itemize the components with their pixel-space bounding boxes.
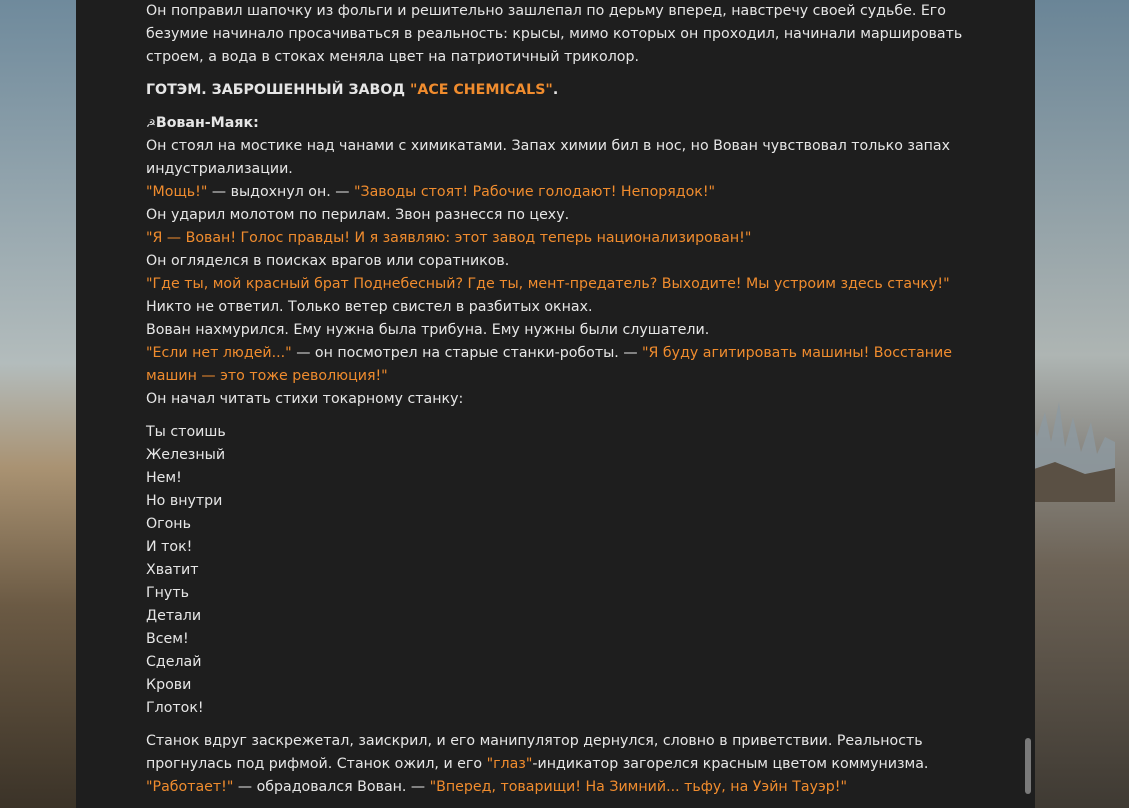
text-line — [146, 296, 986, 319]
poem-line: Нем! — [146, 470, 182, 486]
text-line — [146, 365, 986, 388]
poem-line: Хватит — [146, 562, 199, 578]
poem-line: Детали — [146, 608, 202, 624]
poem-block — [146, 421, 986, 720]
ruined-city-silhouette — [1025, 392, 1115, 502]
dialogue-block — [146, 135, 986, 411]
poem-line: Крови — [146, 677, 192, 693]
text-line — [146, 730, 986, 753]
text-line — [146, 135, 986, 158]
poem-line: Всем! — [146, 631, 189, 647]
quote-text: "Я буду агитировать машины! Восстание — [642, 345, 952, 361]
narration-text: — обрадовался Вован. — — [233, 779, 430, 795]
quote-text: "Заводы стоят! Рабочие голодают! Непорядок!" — [353, 184, 716, 200]
narration-text: Он огляделся в поисках врагов или соратников. — [146, 253, 510, 269]
narration-text: индустриализации. — [146, 161, 293, 177]
poem-line: Гнуть — [146, 585, 189, 601]
narration-text: -индикатор загорелся красным цветом коммунизма. — [532, 756, 929, 772]
intro-paragraph — [146, 0, 986, 69]
text-line — [146, 273, 986, 296]
narration-text: Он стоял на мостике над чанами с химикатами. Запах химии бил в нос, но Вован чувствовал только запах — [146, 138, 951, 154]
text-line — [146, 776, 986, 799]
poem-line: Железный — [146, 447, 226, 463]
poem-line: Огонь — [146, 516, 191, 532]
poem-line: Сделай — [146, 654, 202, 670]
poem-line: И ток! — [146, 539, 193, 555]
text-line — [146, 158, 986, 181]
quote-text: "Где ты, мой красный брат Поднебесный? Где ты, мент-предатель? Выходите! Мы устроим здесь стачку!" — [146, 276, 950, 292]
text-line — [146, 227, 986, 250]
quote-text: машин — это тоже революция!" — [146, 368, 388, 384]
text-line — [146, 250, 986, 273]
intro-line: безумие начинало просачиваться в реальность: крысы, мимо которых он проходил, начинали маршировать — [146, 26, 963, 42]
hammer-sickle-icon: ☭ — [146, 117, 156, 130]
quote-text: "Мощь!" — [146, 184, 208, 200]
narration-text: — он посмотрел на старые станки-роботы. — — [291, 345, 643, 361]
narration-text: прогнулась под рифмой. Станок ожил, и его — [146, 756, 487, 772]
poem-line: Ты стоишь — [146, 424, 226, 440]
background-right — [1035, 0, 1129, 808]
text-line — [146, 181, 986, 204]
quote-text: "Работает!" — [146, 779, 234, 795]
ending-paragraph — [146, 730, 986, 799]
background-left — [0, 0, 76, 808]
quote-text: "глаз" — [486, 756, 533, 772]
speaker-label — [146, 112, 986, 135]
intro-line: строем, а вода в стоках меняла цвет на патриотичный триколор. — [146, 49, 639, 65]
text-line — [146, 204, 986, 227]
quote-text: "Я — Вован! Голос правды! И я заявляю: этот завод теперь национализирован!" — [146, 230, 752, 246]
scrollbar-thumb[interactable] — [1025, 738, 1031, 794]
speaker-name: Вован-Маяк: — [155, 115, 259, 131]
message-content — [146, 0, 986, 799]
narration-text: Вован нахмурился. Ему нужна была трибуна. Ему нужны были слушатели. — [146, 322, 710, 338]
narration-text: Станок вдруг заскрежетал, заискрил, и его манипулятор дернулся, словно в приветствии. Реальность — [146, 733, 923, 749]
text-line — [146, 753, 986, 776]
poem-line: Но внутри — [146, 493, 223, 509]
quote-text: "Вперед, товарищи! На Зимний... тьфу, на Уэйн Тауэр!" — [429, 779, 847, 795]
text-line — [146, 319, 986, 342]
chat-message-panel — [76, 0, 1035, 808]
intro-line: Он поправил шапочку из фольги и решительно зашлепал по дерьму вперед, навстречу своей судьбе. Его — [146, 3, 946, 19]
narration-text: — выдохнул он. — — [207, 184, 354, 200]
narration-text: Он ударил молотом по перилам. Звон разнесся по цеху. — [146, 207, 570, 223]
narration-text: Никто не ответил. Только ветер свистел в разбитых окнах. — [146, 299, 593, 315]
quote-text: "Если нет людей..." — [146, 345, 292, 361]
text-line — [146, 388, 986, 411]
narration-text: Он начал читать стихи токарному станку: — [146, 391, 464, 407]
text-line — [146, 342, 986, 365]
poem-line: Глоток! — [146, 700, 204, 716]
scene-heading: ГОТЭМ. ЗАБРОШЕННЫЙ ЗАВОД "ACE CHEMICALS". — [146, 82, 559, 98]
